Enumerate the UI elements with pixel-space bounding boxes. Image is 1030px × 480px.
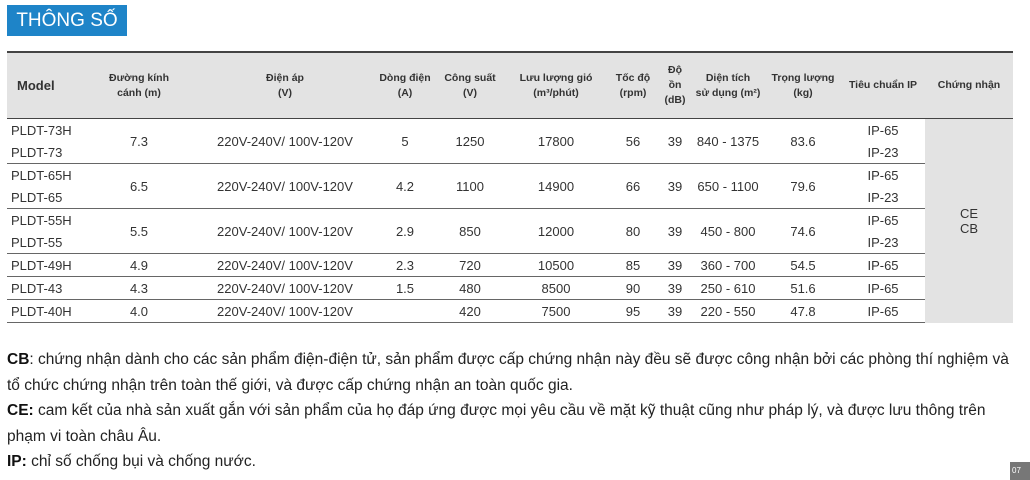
power-cell: 420 — [435, 300, 505, 323]
diameter-cell: 4.0 — [83, 300, 195, 323]
model-cell: PLDT-40H — [7, 300, 83, 323]
model-cell: PLDT-55H — [7, 209, 83, 232]
cert-ce: CE — [959, 205, 979, 221]
header-speed: Tốc độ (rpm) — [607, 52, 659, 119]
speed-cell: 80 — [607, 209, 659, 254]
noise-cell: 39 — [659, 277, 691, 300]
header-model: Model — [7, 52, 83, 119]
diameter-cell: 4.3 — [83, 277, 195, 300]
note-ip — [7, 449, 1022, 475]
spec-table — [7, 51, 1013, 323]
airflow-cell: 12000 — [505, 209, 607, 254]
ip-cell: IP-23 — [867, 144, 899, 160]
current-cell: 4.2 — [375, 164, 435, 209]
header-weight: Trọng lượng (kg) — [765, 52, 841, 119]
noise-cell: 39 — [659, 300, 691, 323]
note-cb: CB: chứng nhận dành cho các sản phẩm điện-điện tử, sản phẩm được cấp chứng nhận này đều sẽ được công nhận bởi các phòng thí nghiệm và tổ chức chứng nhận trên toàn thế giới, và được cấp chứng nhận an toàn quốc gia. — [7, 351, 1009, 394]
speed-cell: 95 — [607, 300, 659, 323]
noise-cell: 39 — [659, 119, 691, 164]
power-cell: 720 — [435, 254, 505, 277]
noise-cell: 39 — [659, 254, 691, 277]
speed-cell: 66 — [607, 164, 659, 209]
table-row — [7, 209, 1013, 232]
voltage-cell: 220V-240V/ 100V-120V — [195, 300, 375, 323]
note-text: chỉ số chống bụi và chống nước. — [31, 453, 256, 470]
table-row — [7, 119, 1013, 142]
model-cell: PLDT-73H — [7, 119, 83, 142]
area-cell: 450 - 800 — [691, 209, 765, 254]
ip-cell: IP-65 — [841, 254, 925, 277]
header-power: Công suất (V) — [435, 52, 505, 119]
airflow-cell: 14900 — [505, 164, 607, 209]
header-diameter: Đường kính cánh (m) — [83, 52, 195, 119]
note-term: IP: — [7, 453, 27, 470]
table-row — [7, 277, 1013, 300]
weight-cell: 79.6 — [765, 164, 841, 209]
speed-cell: 56 — [607, 119, 659, 164]
diameter-cell: 5.5 — [83, 209, 195, 254]
current-cell — [375, 300, 435, 323]
weight-cell: 51.6 — [765, 277, 841, 300]
model-cell: PLDT-55 — [11, 234, 63, 250]
current-cell: 2.3 — [375, 254, 435, 277]
header-area: Diện tích sử dụng (m²) — [691, 52, 765, 119]
note-ce — [7, 398, 1022, 449]
section-title: THÔNG SỐ — [7, 5, 127, 36]
header-cert: Chứng nhận — [925, 52, 1013, 119]
cert-cb: CB — [959, 220, 979, 236]
current-cell: 5 — [375, 119, 435, 164]
model-cell: PLDT-65H — [7, 164, 83, 187]
voltage-cell: 220V-240V/ 100V-120V — [195, 254, 375, 277]
ip-cell: IP-65 — [841, 277, 925, 300]
area-cell: 840 - 1375 — [691, 119, 765, 164]
note-text: chứng nhận dành cho các sản phẩm điện-điện tử, sản phẩm được cấp chứng nhận này đều sẽ được công nhận bởi các phòng thí nghiệm và tổ chức chứng nhận trên toàn thế giới, và được cấp chứng nhận an toàn quốc gia. — [7, 351, 1009, 394]
note-text: cam kết của nhà sản xuất gắn với sản phẩm của họ đáp ứng được mọi yêu cầu về mặt kỹ thuật cũng như pháp lý, và được lưu thông trên phạm vi toàn châu Âu. — [7, 402, 986, 445]
note-term: CE: — [7, 402, 34, 419]
current-cell: 2.9 — [375, 209, 435, 254]
note-term: CB — [7, 351, 30, 368]
weight-cell: 83.6 — [765, 119, 841, 164]
area-cell: 360 - 700 — [691, 254, 765, 277]
area-cell: 650 - 1100 — [691, 164, 765, 209]
model-cell: PLDT-65 — [11, 189, 63, 205]
header-airflow: Lưu lượng gió (m³/phút) — [505, 52, 607, 119]
current-cell: 1.5 — [375, 277, 435, 300]
table-row — [7, 300, 1013, 323]
header-voltage: Điện áp (V) — [195, 52, 375, 119]
power-cell: 1250 — [435, 119, 505, 164]
ip-cell: IP-65 — [841, 209, 925, 232]
ip-cell: IP-23 — [867, 234, 899, 250]
speed-cell: 85 — [607, 254, 659, 277]
model-cell: PLDT-73 — [11, 144, 63, 160]
area-cell: 250 - 610 — [691, 277, 765, 300]
diameter-cell: 6.5 — [83, 164, 195, 209]
table-row — [7, 164, 1013, 187]
noise-cell: 39 — [659, 164, 691, 209]
speed-cell: 90 — [607, 277, 659, 300]
diameter-cell: 4.9 — [83, 254, 195, 277]
model-cell: PLDT-49H — [7, 254, 83, 277]
ip-cell: IP-65 — [841, 300, 925, 323]
certification-cell — [925, 119, 1013, 323]
weight-cell: 74.6 — [765, 209, 841, 254]
voltage-cell: 220V-240V/ 100V-120V — [195, 119, 375, 164]
power-cell: 1100 — [435, 164, 505, 209]
power-cell: 850 — [435, 209, 505, 254]
header-ip: Tiêu chuẩn IP — [841, 52, 925, 119]
table-row — [7, 254, 1013, 277]
ip-cell: IP-65 — [841, 164, 925, 187]
weight-cell: 47.8 — [765, 300, 841, 323]
header-noise: Độ ồn (dB) — [659, 52, 691, 119]
noise-cell: 39 — [659, 209, 691, 254]
header-current: Dòng điện (A) — [375, 52, 435, 119]
ip-cell: IP-23 — [867, 189, 899, 205]
weight-cell: 54.5 — [765, 254, 841, 277]
airflow-cell: 10500 — [505, 254, 607, 277]
power-cell: 480 — [435, 277, 505, 300]
table-header-row — [7, 52, 1013, 119]
model-cell: PLDT-43 — [7, 277, 83, 300]
voltage-cell: 220V-240V/ 100V-120V — [195, 277, 375, 300]
area-cell: 220 - 550 — [691, 300, 765, 323]
ip-cell: IP-65 — [841, 119, 925, 142]
page-number: 07 — [1010, 462, 1030, 480]
airflow-cell: 7500 — [505, 300, 607, 323]
airflow-cell: 8500 — [505, 277, 607, 300]
voltage-cell: 220V-240V/ 100V-120V — [195, 164, 375, 209]
voltage-cell: 220V-240V/ 100V-120V — [195, 209, 375, 254]
notes-section — [7, 347, 1022, 475]
airflow-cell: 17800 — [505, 119, 607, 164]
diameter-cell: 7.3 — [83, 119, 195, 164]
